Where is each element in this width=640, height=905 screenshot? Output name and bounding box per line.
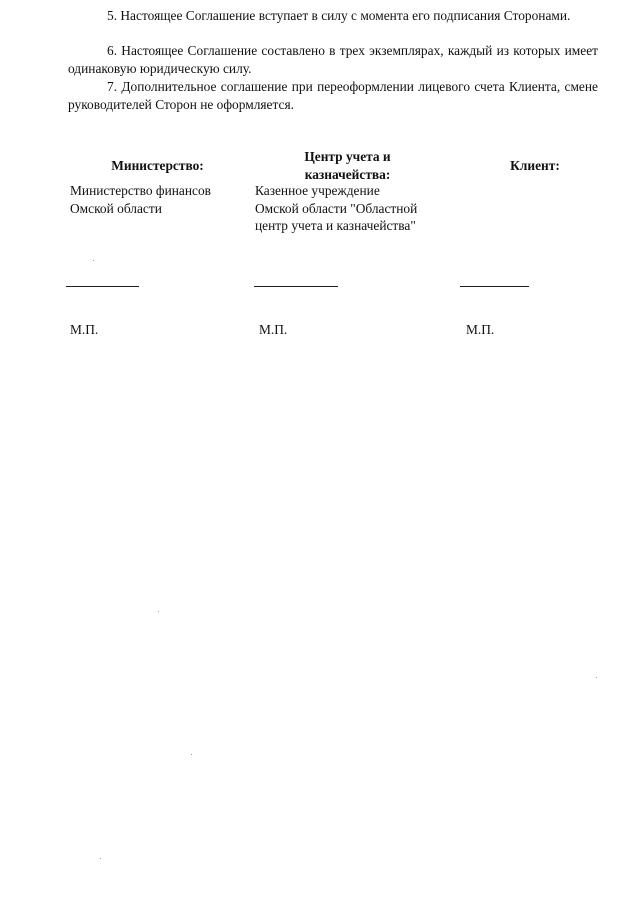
ministry-heading: Министерство: (111, 158, 204, 173)
client-stamp-label: М.П. (466, 322, 495, 337)
center-heading-line1: Центр учета и (304, 149, 391, 164)
scan-speck (191, 754, 192, 755)
center-details (255, 182, 455, 235)
ministry-details-line2: Омской области (70, 200, 162, 216)
clause-6: 6. Настоящее Соглашение составлено в трех экземплярах, каждый из которых имеет одинаковую юридическую силу. (68, 43, 598, 76)
center-details-line2: Омской области "Областной (255, 200, 418, 216)
scan-speck (158, 611, 159, 612)
ministry-stamp-label: М.П. (70, 322, 99, 337)
center-details-line3: центр учета и казначейства" (255, 218, 416, 233)
scan-speck (100, 858, 101, 859)
clause-7: 7. Дополнительное соглашение при переоформлении лицевого счета Клиента, смене руководителей Сторон не оформляется. (68, 79, 598, 112)
scan-speck (93, 260, 94, 261)
center-stamp-label: М.П. (259, 322, 288, 337)
clause-5: 5. Настоящее Соглашение вступает в силу с момента его подписания Сторонами. (107, 8, 571, 23)
center-heading-line2: казначейства: (304, 166, 391, 182)
center-heading (255, 148, 440, 183)
client-signature-line (460, 286, 529, 287)
center-details-line1: Казенное учреждение (255, 183, 380, 198)
ministry-details-line1: Министерство финансов (70, 183, 211, 198)
center-signature-line (254, 286, 338, 287)
scan-speck (596, 677, 597, 678)
ministry-signature-line (66, 286, 139, 287)
client-heading: Клиент: (510, 158, 560, 173)
ministry-details (70, 182, 250, 217)
